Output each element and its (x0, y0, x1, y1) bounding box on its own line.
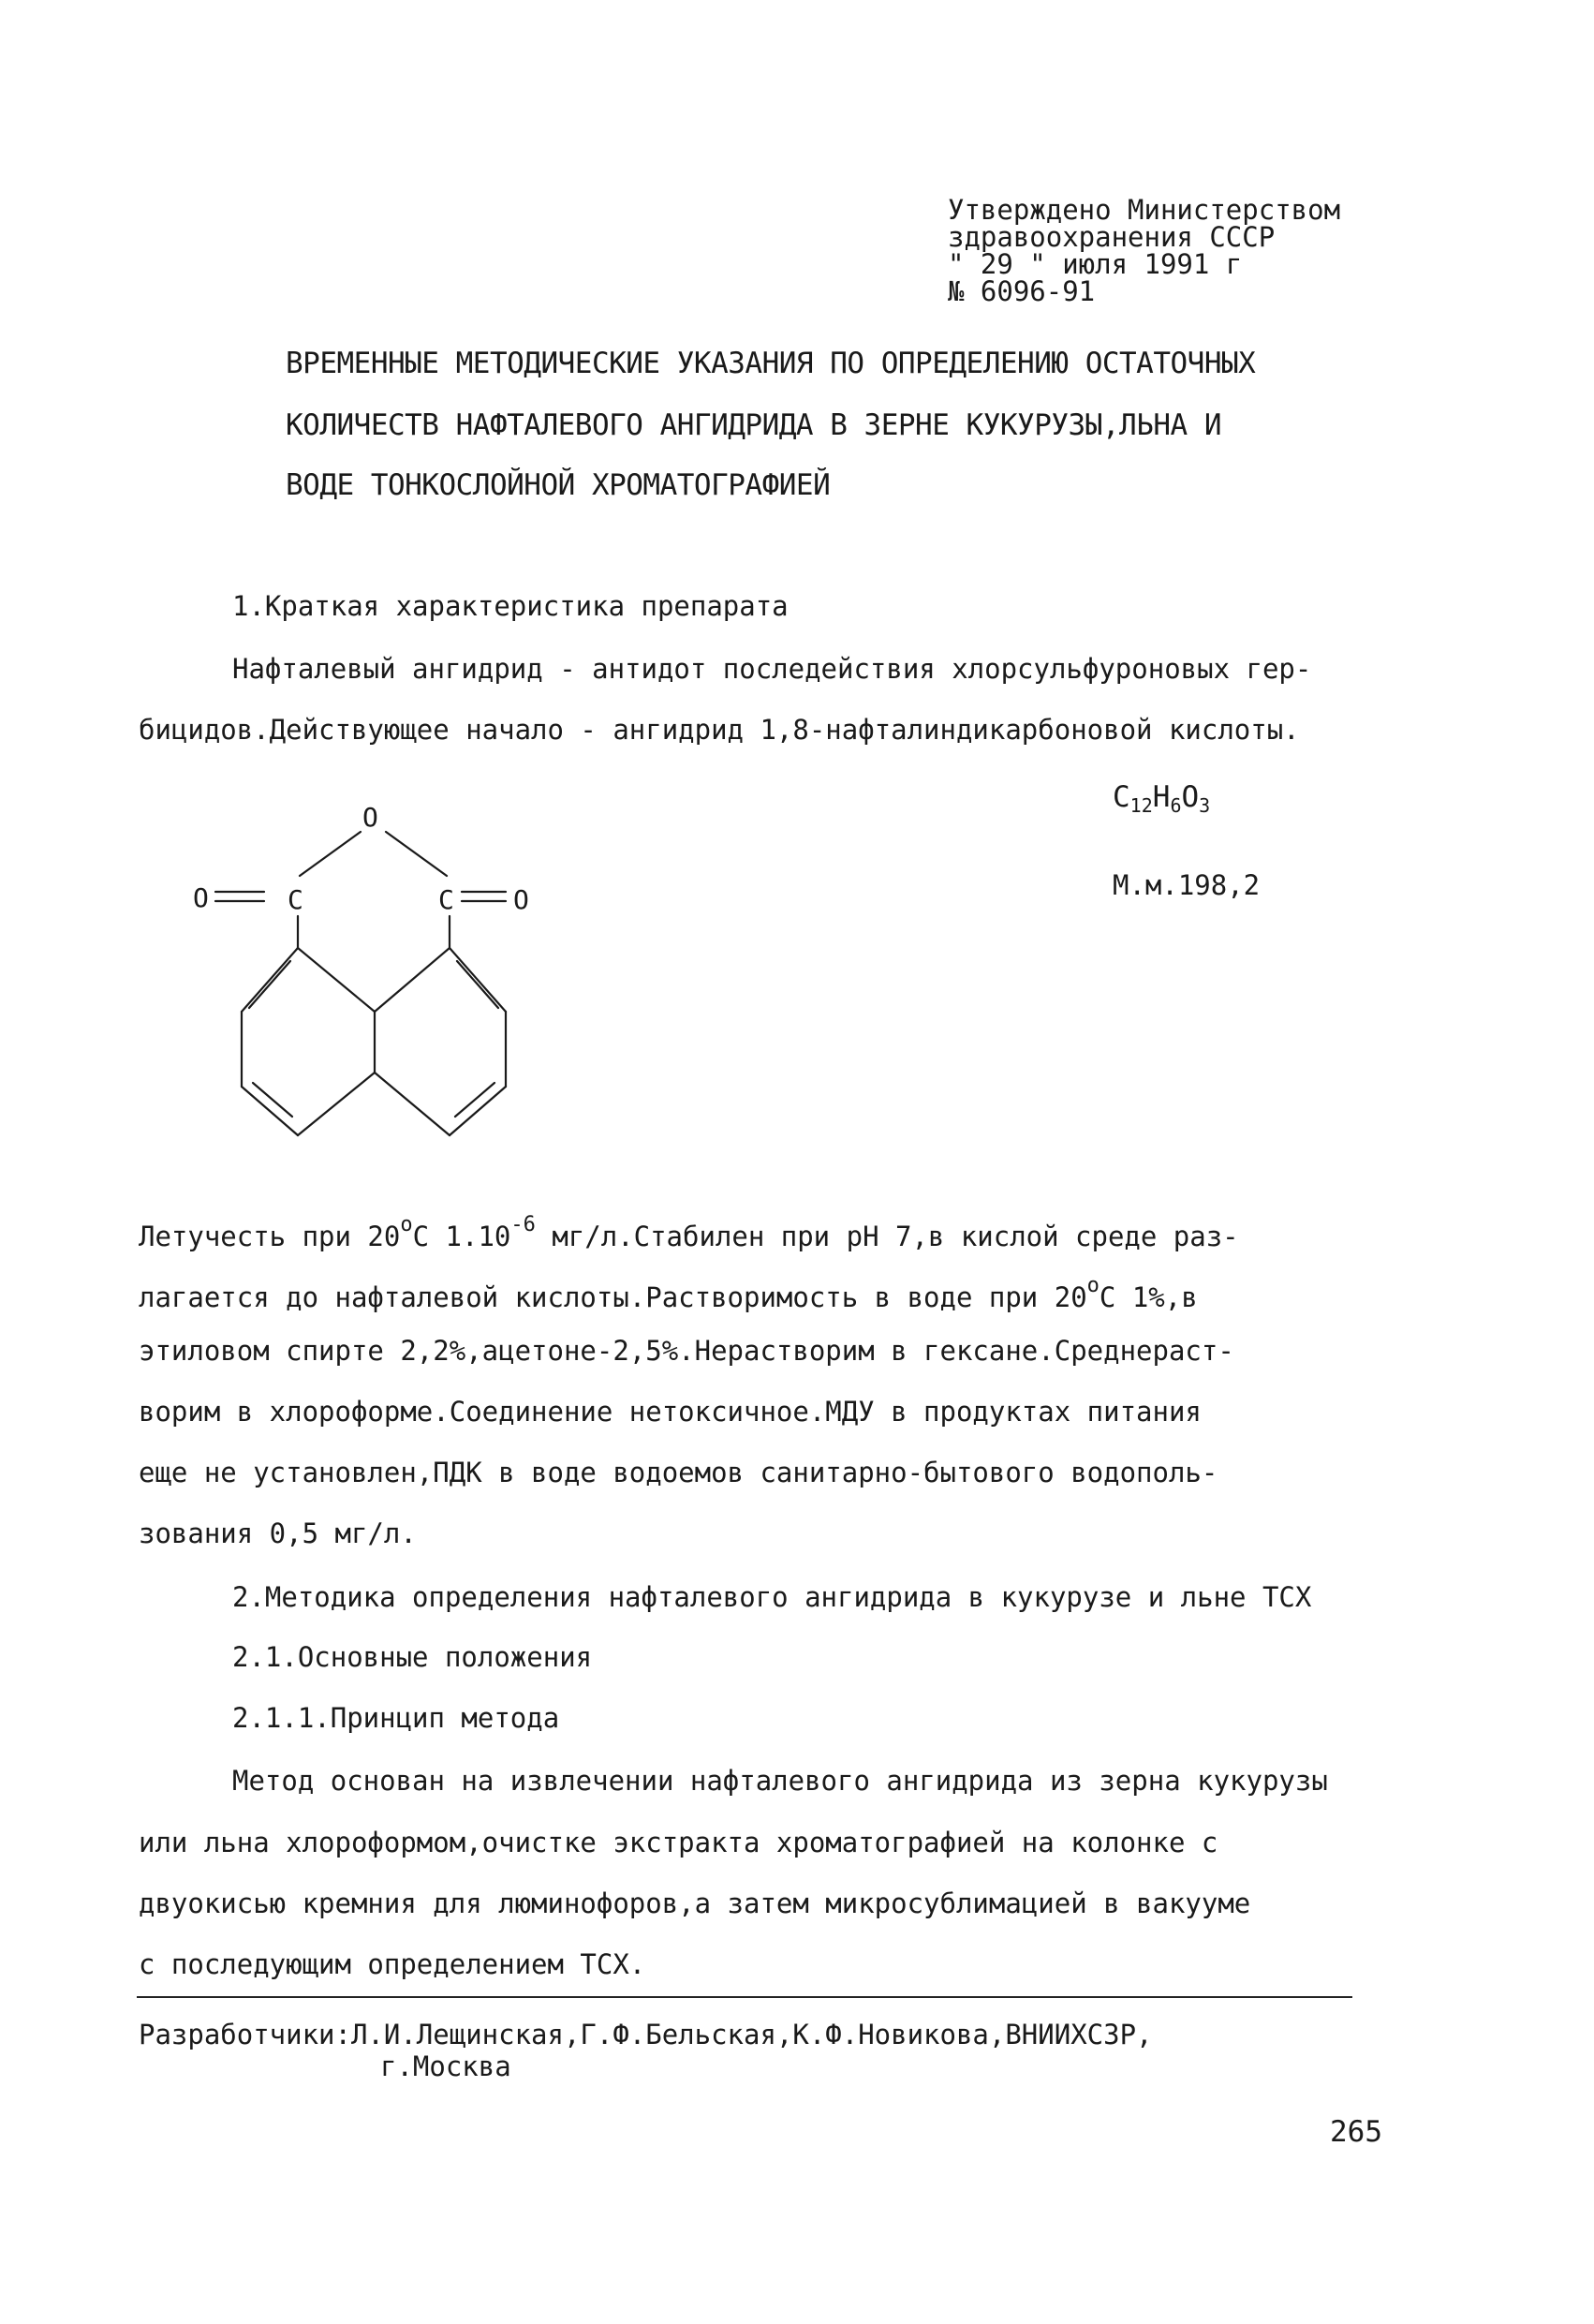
formula-symbol: O (1181, 780, 1200, 814)
paragraph-line: двуокисью кремния для люминофоров,а затем микросублимацией в вакууме (139, 1887, 1251, 1919)
formula-count: 6 (1170, 794, 1182, 817)
paragraph-line (139, 1274, 1198, 1313)
approval-number: № 6096-91 (948, 275, 1096, 307)
approval-date: " 29 " июля 1991 г (948, 248, 1243, 280)
subsection-heading: 2.1.1.Принцип метода (232, 1702, 560, 1734)
paragraph-line (139, 1213, 1239, 1252)
formula-symbol: H (1152, 780, 1171, 814)
carbon-label: C (288, 884, 303, 915)
degree-superscript: о (1086, 1274, 1100, 1297)
molecular-formula (1113, 780, 1210, 817)
naphthalic-anhydride-structure (187, 787, 581, 1162)
text-span: мг/л.Стабилен при рН 7,в кислой среде раз- (535, 1221, 1239, 1252)
paragraph-line: с последующим определением ТСХ. (139, 1948, 646, 1980)
oxygen-label: O (362, 802, 378, 833)
text-span: лагается до нафталевой кислоты.Растворимость в воде при 20 (139, 1281, 1087, 1313)
molecular-mass: М.м.198,2 (1113, 869, 1261, 901)
paragraph-line: Метод основан на извлечении нафталевого ангидрида из зерна кукурузы (232, 1765, 1328, 1797)
footnote-line: г.Москва (380, 2050, 511, 2082)
text-span: С 1%,в (1099, 1281, 1198, 1313)
developers-footnote (139, 2019, 1153, 2082)
formula-symbol: C (1113, 780, 1130, 814)
paragraph-line: зования 0,5 мг/л. (139, 1517, 417, 1549)
text-span: С 1.10 (412, 1221, 511, 1252)
paragraph-line: бицидов.Действующее начало - ангидрид 1,8-нафталиндикарбоновой кислоты. (139, 714, 1300, 746)
paragraph-line: или льна хлороформом,очистке экстракта хроматографией на колонке с (139, 1827, 1218, 1858)
document-title-line: КОЛИЧЕСТВ НАФТАЛЕВОГО АНГИДРИДА В ЗЕРНЕ КУКУРУЗЫ,ЛЬНА И (286, 408, 1221, 442)
footnote-divider (137, 1996, 1352, 1998)
page-number: 265 (1330, 2115, 1382, 2149)
formula-count: 3 (1199, 794, 1211, 817)
footnote-line: Разработчики:Л.И.Лещинская,Г.Ф.Бельская,К.Ф.Новикова,ВНИИХСЗР, (139, 2019, 1153, 2050)
approval-line: Утверждено Министерством (948, 194, 1341, 226)
exponent-superscript: -6 (510, 1213, 536, 1236)
document-title-line: ВРЕМЕННЫЕ МЕТОДИЧЕСКИЕ УКАЗАНИЯ ПО ОПРЕДЕЛЕНИЮ ОСТАТОЧНЫХ (286, 347, 1256, 380)
text-span: Летучесть при 20 (139, 1221, 401, 1252)
degree-superscript: о (400, 1213, 413, 1236)
paragraph-line: ворим в хлороформе.Соединение нетоксичное.МДУ в продуктах питания (139, 1396, 1202, 1428)
formula-count: 12 (1129, 794, 1153, 817)
paragraph-line: Нафталевый ангидрид - антидот последействия хлорсульфуроновых гер- (232, 653, 1312, 685)
oxygen-label: O (193, 882, 209, 913)
approval-stamp (948, 194, 1341, 307)
section-heading: 1.Краткая характеристика препарата (232, 590, 789, 622)
paragraph-line: еще не установлен,ПДК в воде водоемов санитарно-бытового водополь- (139, 1457, 1218, 1488)
oxygen-label: O (513, 884, 529, 915)
approval-line: здравоохранения СССР (948, 221, 1276, 253)
carbon-label: C (438, 884, 454, 915)
subsection-heading: 2.1.Основные положения (232, 1641, 593, 1673)
section-heading: 2.Методика определения нафталевого ангидрида в кукурузе и льне ТСХ (232, 1581, 1312, 1613)
paragraph-line: этиловом спирте 2,2%,ацетоне-2,5%.Нерастворим в гексане.Среднераст- (139, 1335, 1234, 1367)
document-title-line: ВОДЕ ТОНКОСЛОЙНОЙ ХРОМАТОГРАФИЕЙ (286, 468, 831, 502)
